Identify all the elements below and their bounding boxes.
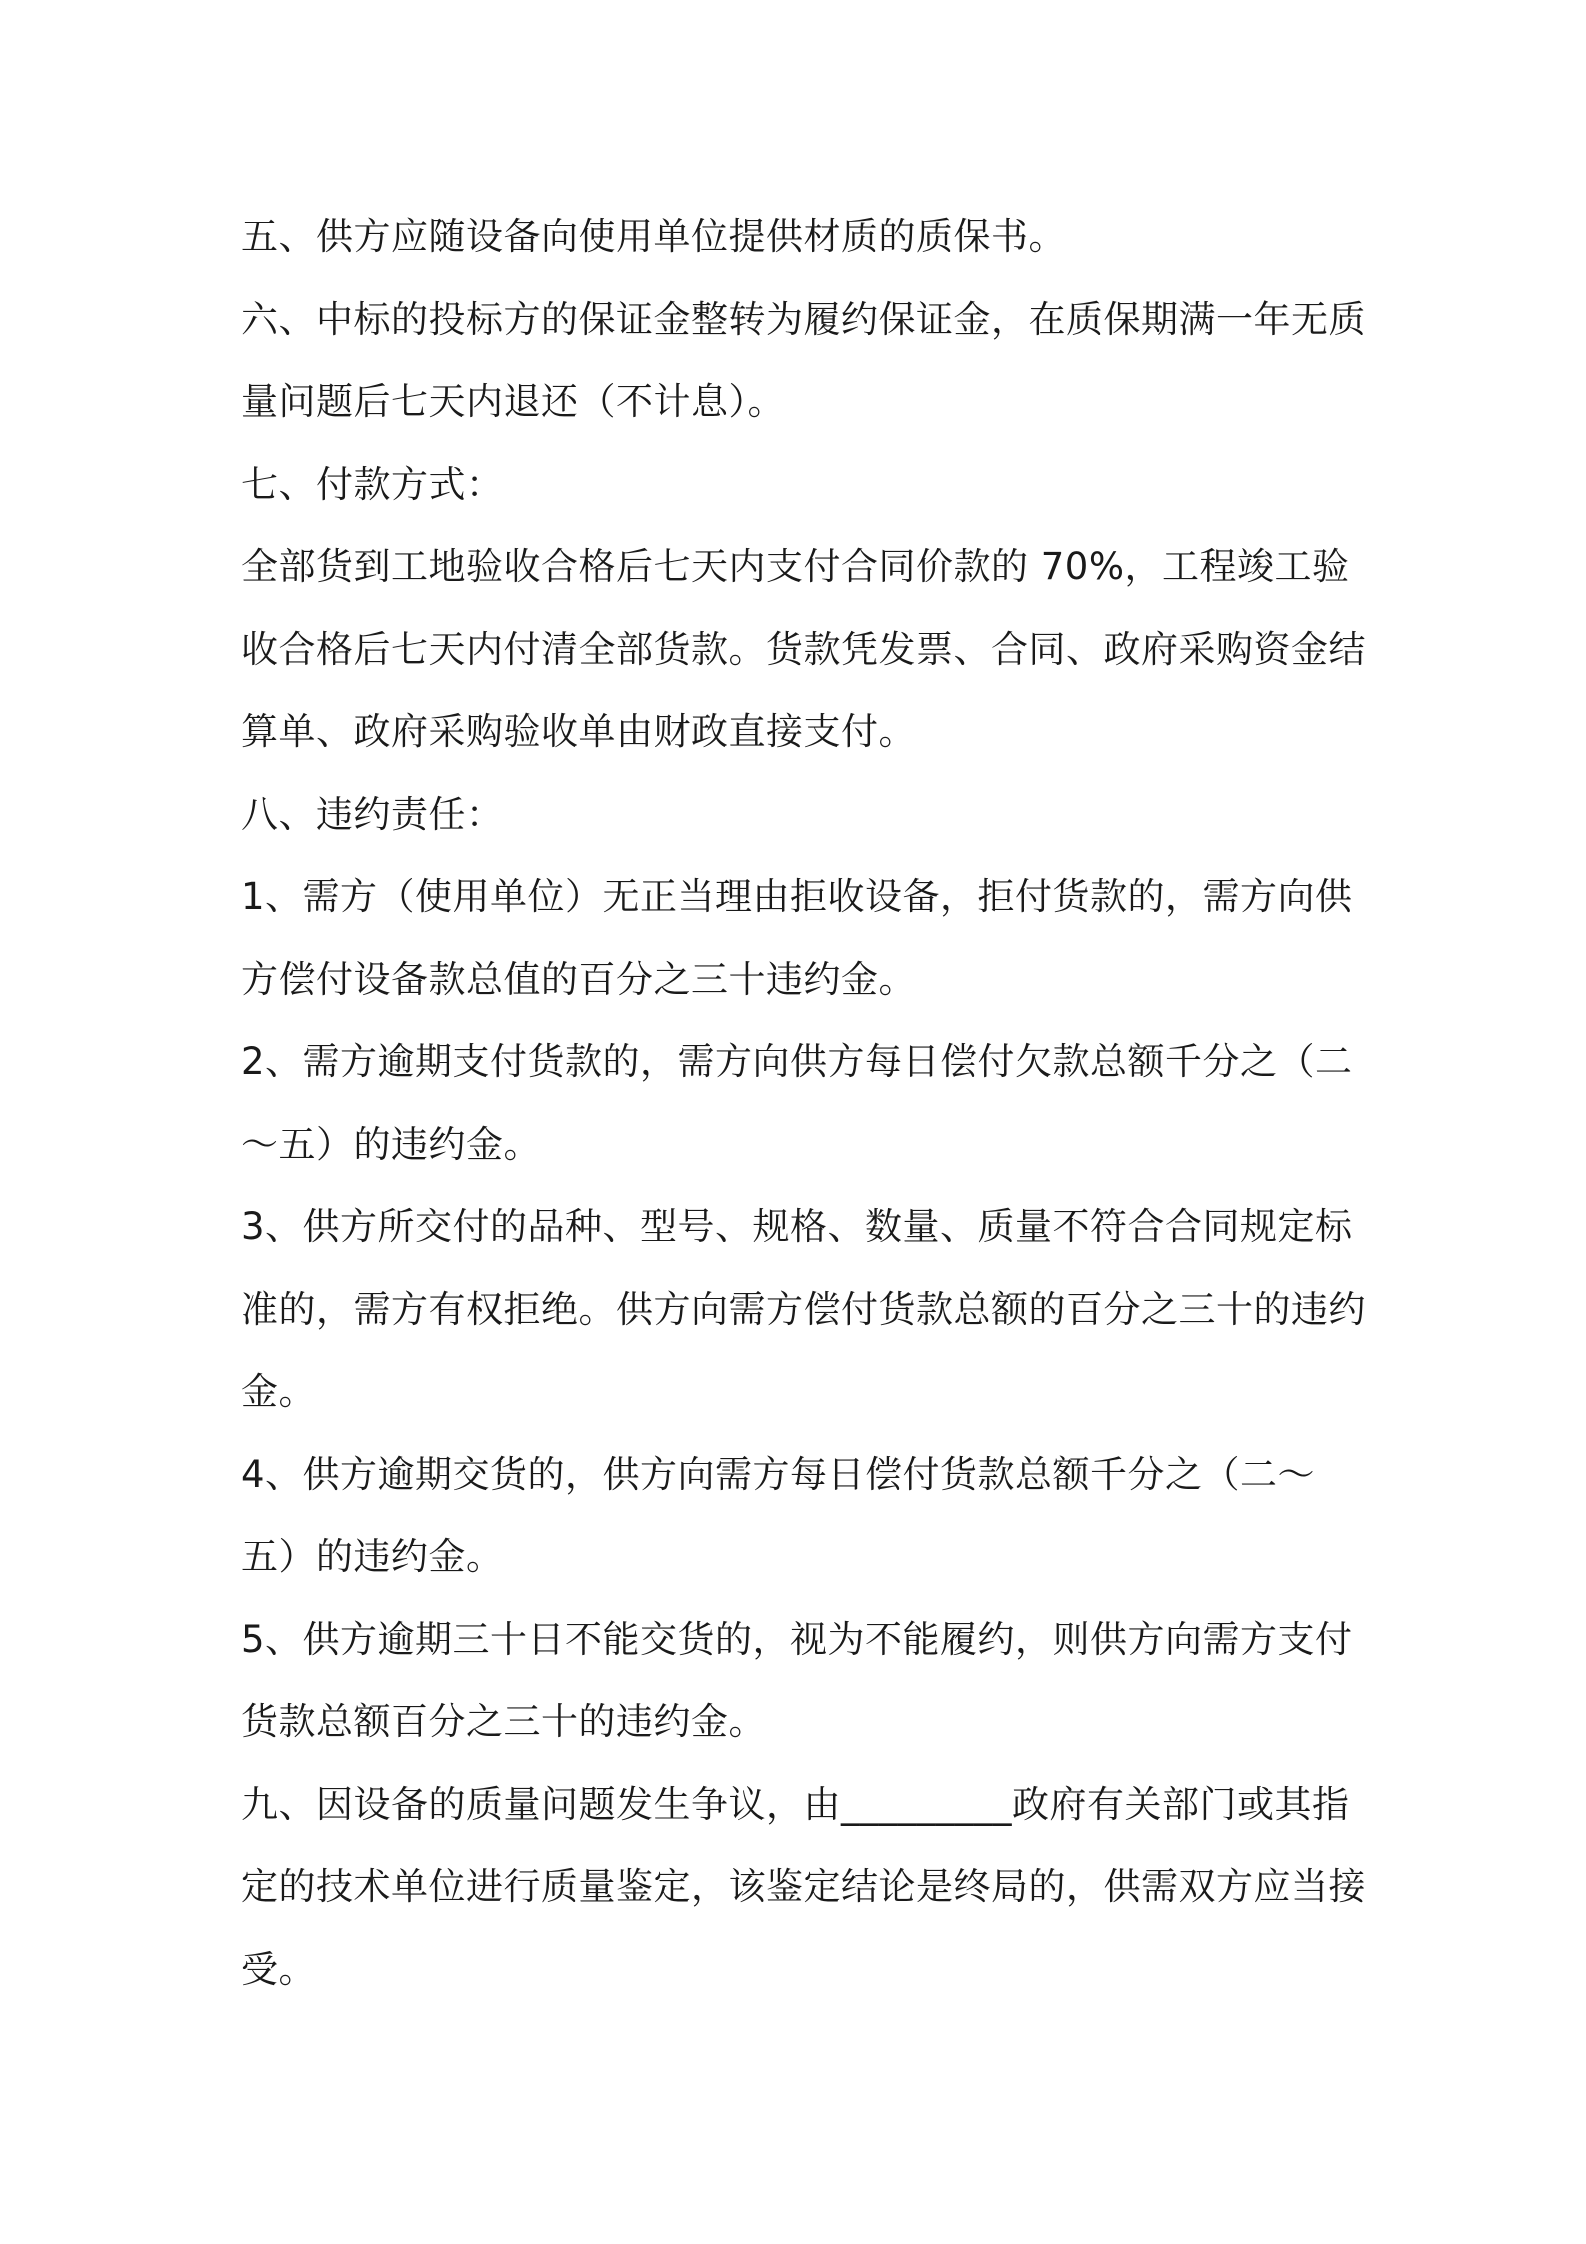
document-body — [241, 196, 1371, 2011]
liability-item-4: 4、供方逾期交货的，供方向需方每日偿付货款总额千分之（二～五）的违约金。 — [241, 1452, 1316, 1578]
payment-terms: 全部货到工地验收合格后七天内支付合同价款的 70%，工程竣工验收合格后七天内付清全部货款。货款凭发票、合同、政府采购资金结算单、政府采购验收单由财政直接支付。 — [241, 545, 1366, 753]
clause-7-heading: 七、付款方式： — [241, 462, 504, 506]
liability-item-2: 2、需方逾期支付货款的，需方向供方每日偿付欠款总额千分之（二～五）的违约金。 — [241, 1040, 1353, 1166]
clause-6: 六、中标的投标方的保证金整转为履约保证金，在质保期满一年无质量问题后七天内退还（不计息）。 — [241, 297, 1366, 423]
clause-8-heading: 八、违约责任： — [241, 792, 504, 836]
liability-item-3: 3、供方所交付的品种、型号、规格、数量、质量不符合合同规定标准的，需方有权拒绝。供方向需方偿付货款总额的百分之三十的违约金。 — [241, 1205, 1366, 1413]
clause-5: 五、供方应随设备向使用单位提供材质的质保书。 — [241, 215, 1066, 258]
liability-item-5: 5、供方逾期三十日不能交货的，视为不能履约，则供方向需方支付货款总额百分之三十的违约金。 — [241, 1617, 1353, 1743]
liability-item-1: 1、需方（使用单位）无正当理由拒收设备，拒付货款的，需方向供方偿付设备款总值的百分之三十违约金。 — [241, 875, 1353, 1001]
clause-9: 九、因设备的质量问题发生争议，由_________政府有关部门或其指定的技术单位进行质量鉴定，该鉴定结论是终局的，供需双方应当接受。 — [241, 1782, 1366, 1991]
